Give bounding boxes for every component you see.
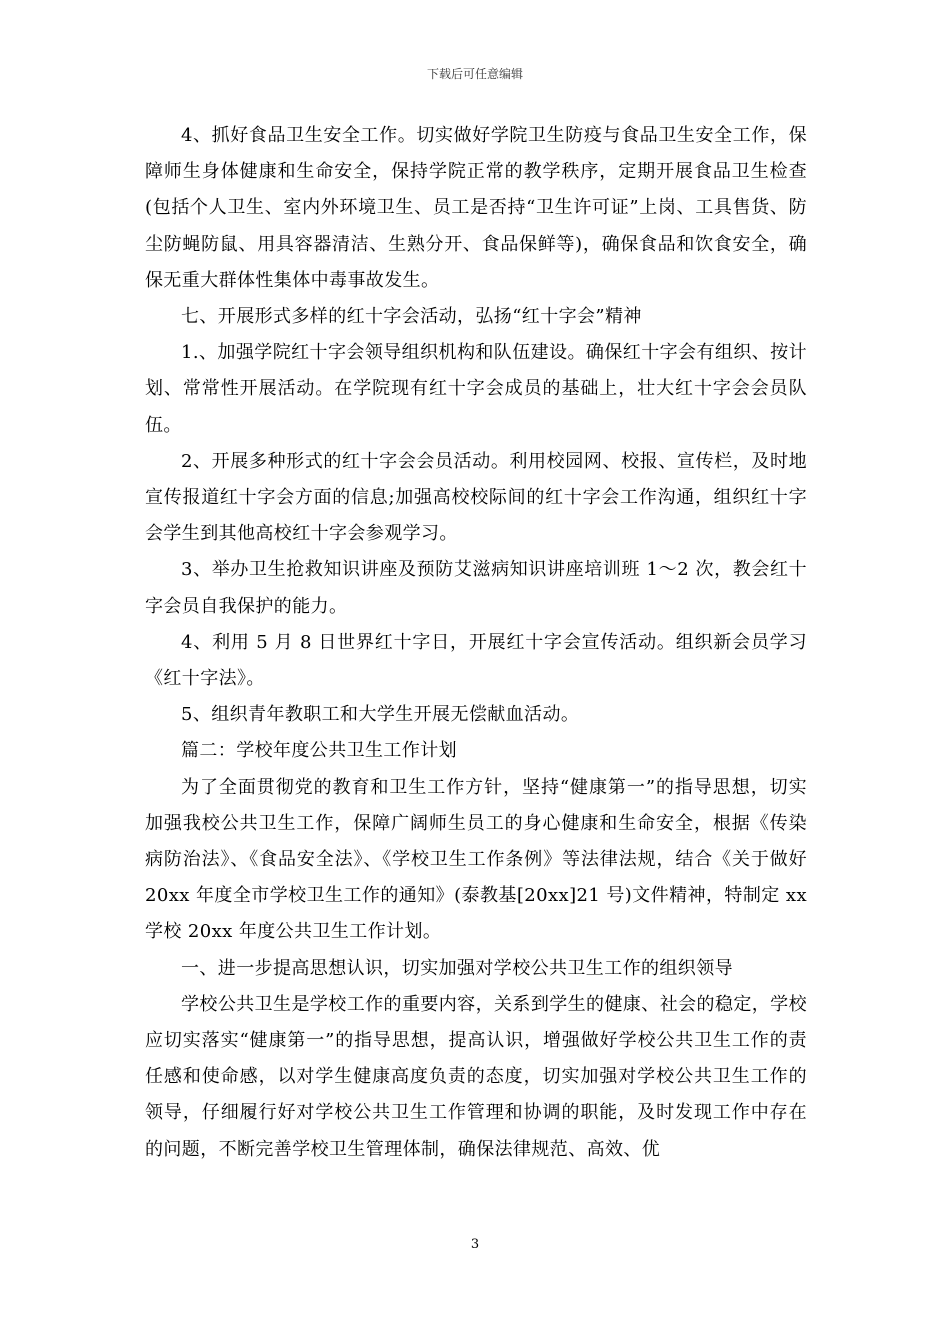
section-heading-leadership: 一、进一步提高思想认识，切实加强对学校公共卫生工作的组织领导 (181, 957, 733, 979)
document-body (145, 118, 807, 1168)
paragraph-plan-introduction: 为了全面贯彻党的教育和卫生工作方针，坚持“健康第一”的指导思想，切实加强我校公共卫生工作，保障广阔师生员工的身心健康和生命安全，根据《传染病防治法》、《食品安全法》、《学校卫生工作条例》等法律法规，结合《关于做好 20xx 年度全市学校卫生工作的通知》(泰教基[20xx]21 号)文件精神，特制定 xx 学校 20xx 年度公共卫生工作计划。 (145, 776, 807, 943)
section-heading-red-cross: 七、开展形式多样的红十字会活动，弘扬“红十字会”精神 (181, 306, 642, 328)
section-title-part-two: 篇二：学校年度公共卫生工作计划 (181, 740, 457, 762)
paragraph-world-red-cross-day: 4、利用 5 月 8 日世界红十字日，开展红十字会宣传活动。组织新会员学习《红十字法》。 (145, 631, 807, 690)
paragraph-red-cross-organization: 1.、加强学院红十字会领导组织机构和队伍建设。确保红十字会有组织、按计划、常常性开展活动。在学院现有红十字会成员的基础上，壮大红十字会会员队伍。 (145, 342, 807, 436)
paragraph-blood-donation: 5、组织青年教职工和大学生开展无偿献血活动。 (181, 704, 580, 726)
paragraph-food-safety: 4、抓好食品卫生安全工作。切实做好学院卫生防疫与食品卫生安全工作，保障师生身体健康和生命安全，保持学院正常的教学秩序，定期开展食品卫生检查(包括个人卫生、室内外环境卫生、员工是否持“卫生许可证”上岗、工具售货、防尘防蝇防鼠、用具容器清洁、生熟分开、食品保鲜等)，确保食品和饮食安全，确保无重大群体性集体中毒事故发生。 (145, 125, 807, 291)
page-header-note: 下载后可任意编辑 (426, 67, 523, 81)
page-number: 3 (470, 1237, 480, 1252)
paragraph-public-health-importance: 学校公共卫生是学校工作的重要内容，关系到学生的健康、社会的稳定，学校应切实落实“健康第一”的指导思想，提高认识，增强做好学校公共卫生工作的责任感和使命感，以对学生健康高度负责的态度，切实加强对学校公共卫生工作的领导，仔细履行好对学校公共卫生工作管理和协调的职能，及时发现工作中存在的问题，不断完善学校卫生管理体制，确保法律规范、高效、优 (145, 993, 807, 1160)
paragraph-first-aid-lectures: 3、举办卫生抢救知识讲座及预防艾滋病知识讲座培训班 1～2 次，教会红十字会员自我保护的能力。 (145, 559, 807, 617)
paragraph-red-cross-activities: 2、开展多种形式的红十字会会员活动。利用校园网、校报、宣传栏，及时地宣传报道红十字会方面的信息;加强高校校际间的红十字会工作沟通，组织红十字会学生到其他高校红十字会参观学习。 (145, 450, 807, 545)
